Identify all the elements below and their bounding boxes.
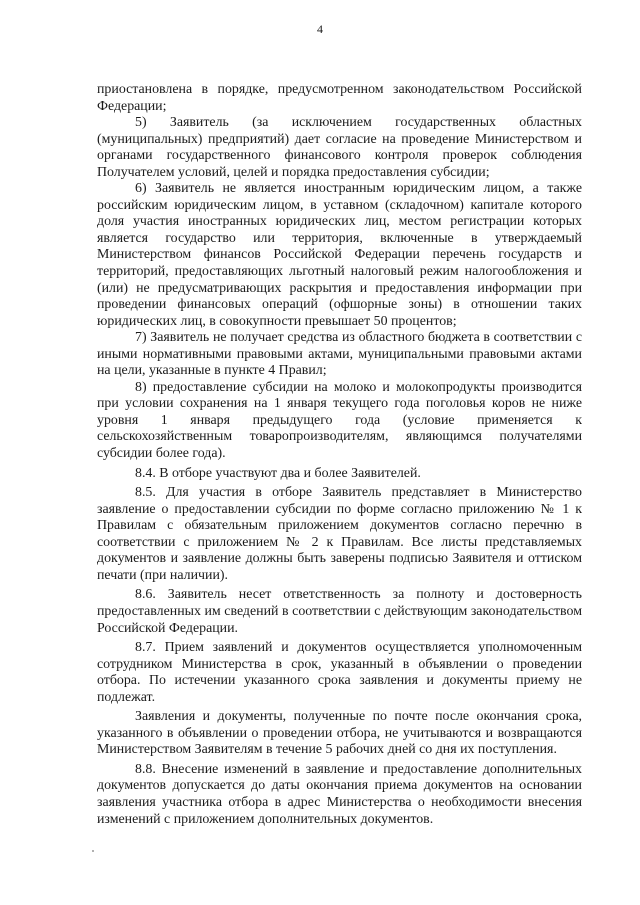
paragraph-item-8: 8) предоставление субсидии на молоко и молокопродукты производится при условии сохранения на 1 января текущего года поголовья коров не ниже уровня 1 января предыдущего года (условие применяется к сельскохозяйственным товаропроизводителям, являющимся получателями субсидии более года). [97,379,582,462]
paragraph-item-7: 7) Заявитель не получает средства из областного бюджета в соответствии с иными нормативными правовыми актами, муниципальными правовыми актами на цели, указанные в пункте 4 Правил; [97,330,582,379]
paragraph-8-6: 8.6. Заявитель несет ответственность за полноту и достоверность предоставленных им сведений в соответствии с действующим законодательством Российской Федерации. [97,587,582,636]
paragraph-returned-documents: Заявления и документы, полученные по почте после окончания срока, указанного в объявлении о проведении отбора, не учитываются и возвращаются Министерством Заявителям в течение 5 рабочих дней со дня их поступления. [97,709,582,758]
page-number: 4 [317,22,323,36]
paragraph-continuation: приостановлена в порядке, предусмотренном законодательством Российской Федерации; [97,82,582,114]
paragraph-item-5: 5) Заявитель (за исключением государственных областных (муниципальных) предприятий) дает согласие на проведение Министерством и органами государственного финансового контроля проверок соблюдения Получателем условий, целей и порядка предоставления субсидии; [97,115,582,180]
paragraph-8-4: 8.4. В отборе участвуют два и более Заявителей. [135,465,421,481]
scan-artifact [92,850,94,852]
paragraph-8-5: 8.5. Для участия в отборе Заявитель представляет в Министерство заявление о предоставлении субсидии по форме согласно приложению № 1 к Правилам с обязательным приложением документов согласно перечню в соответствии с приложением № 2 к Правилам. Все листы представляемых документов и заявление должны быть заверены подписью Заявителя и оттиском печати (при наличии). [97,485,582,583]
paragraph-8-8: 8.8. Внесение изменений в заявление и предоставление дополнительных документов допускается до даты окончания приема документов на основании заявления участника отбора в адрес Министерства о необходимости внесения изменений с приложением дополнительных документов. [97,761,582,827]
paragraph-item-6: 6) Заявитель не является иностранным юридическим лицом, а также российским юридическим лицом, в уставном (складочном) капитале которого доля участия иностранных юридических лиц, местом регистрации которых является государство или территория, включенные в утверждаемый Министерством финансов Российской Федерации перечень государств и территорий, предоставляющих льготный налоговый режим налогообложения и (или) не предусматривающих раскрытия и предоставления информации при проведении финансовых операций (офшорные зоны) в отношении таких юридических лиц, в совокупности превышает 50 процентов; [97,181,582,329]
paragraph-8-7: 8.7. Прием заявлений и документов осуществляется уполномоченным сотрудником Министерства в срок, указанный в объявлении о проведении отбора. По истечении указанного срока заявления и документы приему не подлежат. [97,640,582,705]
document-body [97,82,582,828]
